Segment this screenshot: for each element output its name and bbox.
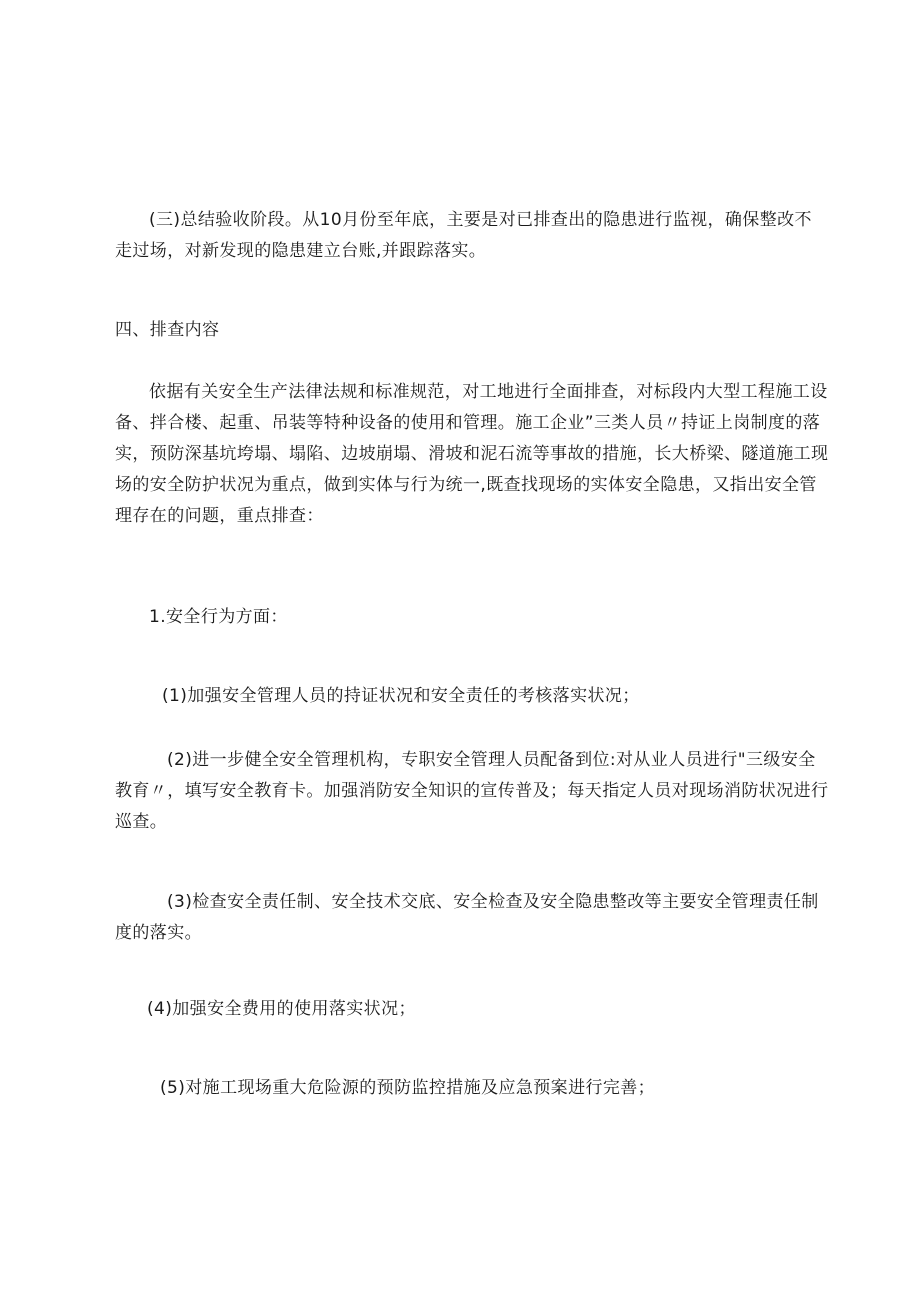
text-line: 巡查。 (115, 812, 168, 832)
paragraph-section-intro (115, 377, 829, 532)
text-line: (3)检查安全责任制、安全技术交底、安全检查及安全隐患整改等主要安全管理责任制 (167, 892, 819, 912)
paragraph-phase-three (115, 205, 810, 267)
text-line: (三)总结验收阶段。从10月份至年底，主要是对已排查出的隐患进行监视，确保整改不 (149, 210, 812, 230)
list-heading (115, 602, 810, 633)
text-line: 1.安全行为方面： (149, 607, 288, 627)
text-line: 依据有关安全生产法律法规和标准规范，对工地进行全面排查，对标段内大型工程施工设 (149, 382, 828, 402)
text-line: (2)进一步健全安全管理机构，专职安全管理人员配备到位:对从业人员进行"三级安全 (167, 750, 816, 770)
text-line: 实，预防深基坑垮塌、塌陷、边坡崩塌、滑坡和泥石流等事故的措施，长大桥梁、隧道施工现 (115, 444, 829, 464)
text-line: 教育〃，填写安全教育卡。加强消防安全知识的宣传普及；每天指定人员对现场消防状况进行 (115, 781, 829, 801)
text-line: 度的落实。 (115, 923, 202, 943)
heading-text: 四、排查内容 (115, 320, 220, 340)
list-item (115, 745, 829, 838)
list-item (115, 994, 810, 1025)
section-heading (115, 315, 810, 346)
text-line: 走过场，对新发现的隐患建立台账,并跟踪落实。 (115, 241, 487, 261)
text-line: 备、拌合楼、起重、吊装等特种设备的使用和管理。施工企业”三类人员〃持证上岗制度的落 (115, 413, 821, 433)
list-item (115, 1073, 810, 1104)
text-line: (4)加强安全费用的使用落实状况； (147, 999, 416, 1019)
text-line: (5)对施工现场重大危险源的预防监控措施及应急预案进行完善； (160, 1078, 656, 1098)
list-item (115, 887, 819, 949)
text-line: 场的安全防护状况为重点，做到实体与行为统一,既查找现场的实体安全隐患，又指出安全管 (115, 475, 817, 495)
list-item (115, 681, 810, 712)
text-line: 理存在的问题，重点排查： (115, 506, 324, 526)
text-line: (1)加强安全管理人员的持证状况和安全责任的考核落实状况； (162, 686, 640, 706)
